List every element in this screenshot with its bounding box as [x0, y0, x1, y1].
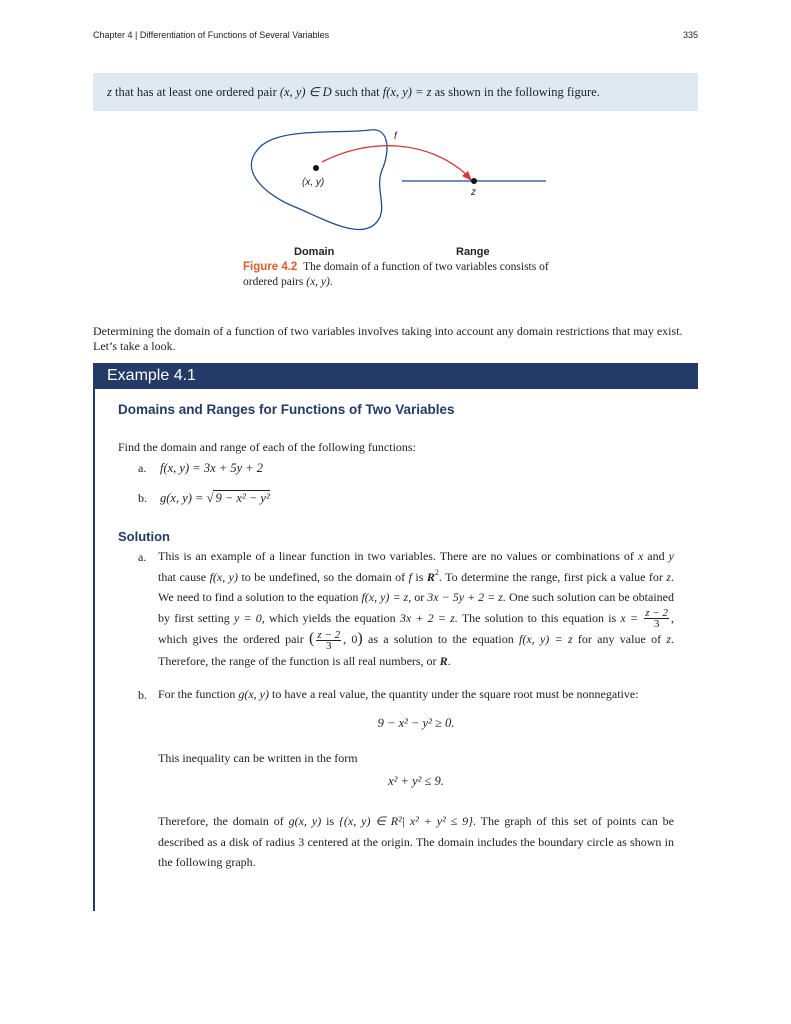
point-label: (x, y): [302, 177, 325, 188]
solution-b-intro: For the function g(x, y) to have a real value, the quantity under the square root must be nonnegative:: [158, 687, 639, 701]
item-b-marker: b.: [138, 491, 147, 505]
note-text: z that has at least one ordered pair (x, y) ∈ D such that f(x, y) = z as shown in the following figure.: [107, 85, 600, 99]
f-label: f: [394, 131, 397, 142]
inequality-1: 9 − x² − y² ≥ 0.: [377, 716, 455, 730]
solution-a-text: This is an example of a linear function in two variables. There are no values or combinations of x and y that cause f(x, y) to be undefined, so the domain of f is $R^2$. To determine the range, first pick a value for z. We need to find a solution to the equation f(x, y) = z, or 3x − 5y + 2 = z. One such solution can be obtained by first setting y = 0, which yields the equation 3x + 2 = z. The solution to this equation is x = $\frac{z - 2}{3}$ , which gives the ordered pair ( $\frac{z - 2}{3}$ , 0) as a solution to the equation f(x, y) = z for any value of z. Therefore, the range of the function is all real numbers, or R.: [158, 549, 675, 668]
solution-b-marker: b.: [138, 688, 147, 702]
range-point: [471, 178, 477, 184]
solution-heading: Solution: [118, 529, 170, 544]
mapping-arrow: [322, 146, 468, 176]
definition-note-box: [93, 73, 698, 111]
domain-point: [313, 165, 319, 171]
intro-paragraph: Determining the domain of a function of two variables involves taking into account any domain restrictions that may exist. Let’s take a look.: [93, 324, 683, 353]
example-label: Example 4.1: [107, 367, 196, 384]
domain-range-diagram: [240, 122, 560, 252]
solution-b-domain-text: Therefore, the domain of g(x, y) is {(x, y) ∈ R²| x² + y² ≤ 9}. The graph of this set of points can be described as a disk of radius 3 centered at the origin. The domain includes the boundary circle as shown in the following graph.: [158, 814, 674, 869]
item-b-expression: g(x, y) = √ 9 − x² − y²: [160, 491, 270, 505]
solution-a-marker: a.: [138, 550, 147, 564]
page-number: 335: [682, 30, 698, 40]
item-a-expression: f(x, y) = 3x + 5y + 2: [160, 461, 264, 475]
figure-caption: Figure 4.2 The domain of a function of two variables consists of ordered pairs (x, y).: [243, 261, 549, 288]
example-title: Domains and Ranges for Functions of Two Variables: [118, 402, 455, 417]
range-label: Range: [456, 246, 490, 258]
z-label: z: [471, 187, 476, 198]
item-a-marker: a.: [138, 461, 147, 475]
inequality-transition-text: This inequality can be written in the form: [158, 751, 358, 765]
figure-number: Figure 4.2: [243, 261, 298, 273]
running-header: [93, 30, 698, 44]
chapter-title: Chapter 4 | Differentiation of Functions of Several Variables: [93, 30, 330, 40]
example-header: [93, 363, 698, 389]
inequality-2: x² + y² ≤ 9.: [388, 774, 444, 788]
example-left-border: [93, 389, 95, 911]
domain-label: Domain: [294, 246, 335, 258]
example-prompt: Find the domain and range of each of the following functions:: [118, 440, 416, 454]
figure-4-2: [240, 122, 560, 258]
